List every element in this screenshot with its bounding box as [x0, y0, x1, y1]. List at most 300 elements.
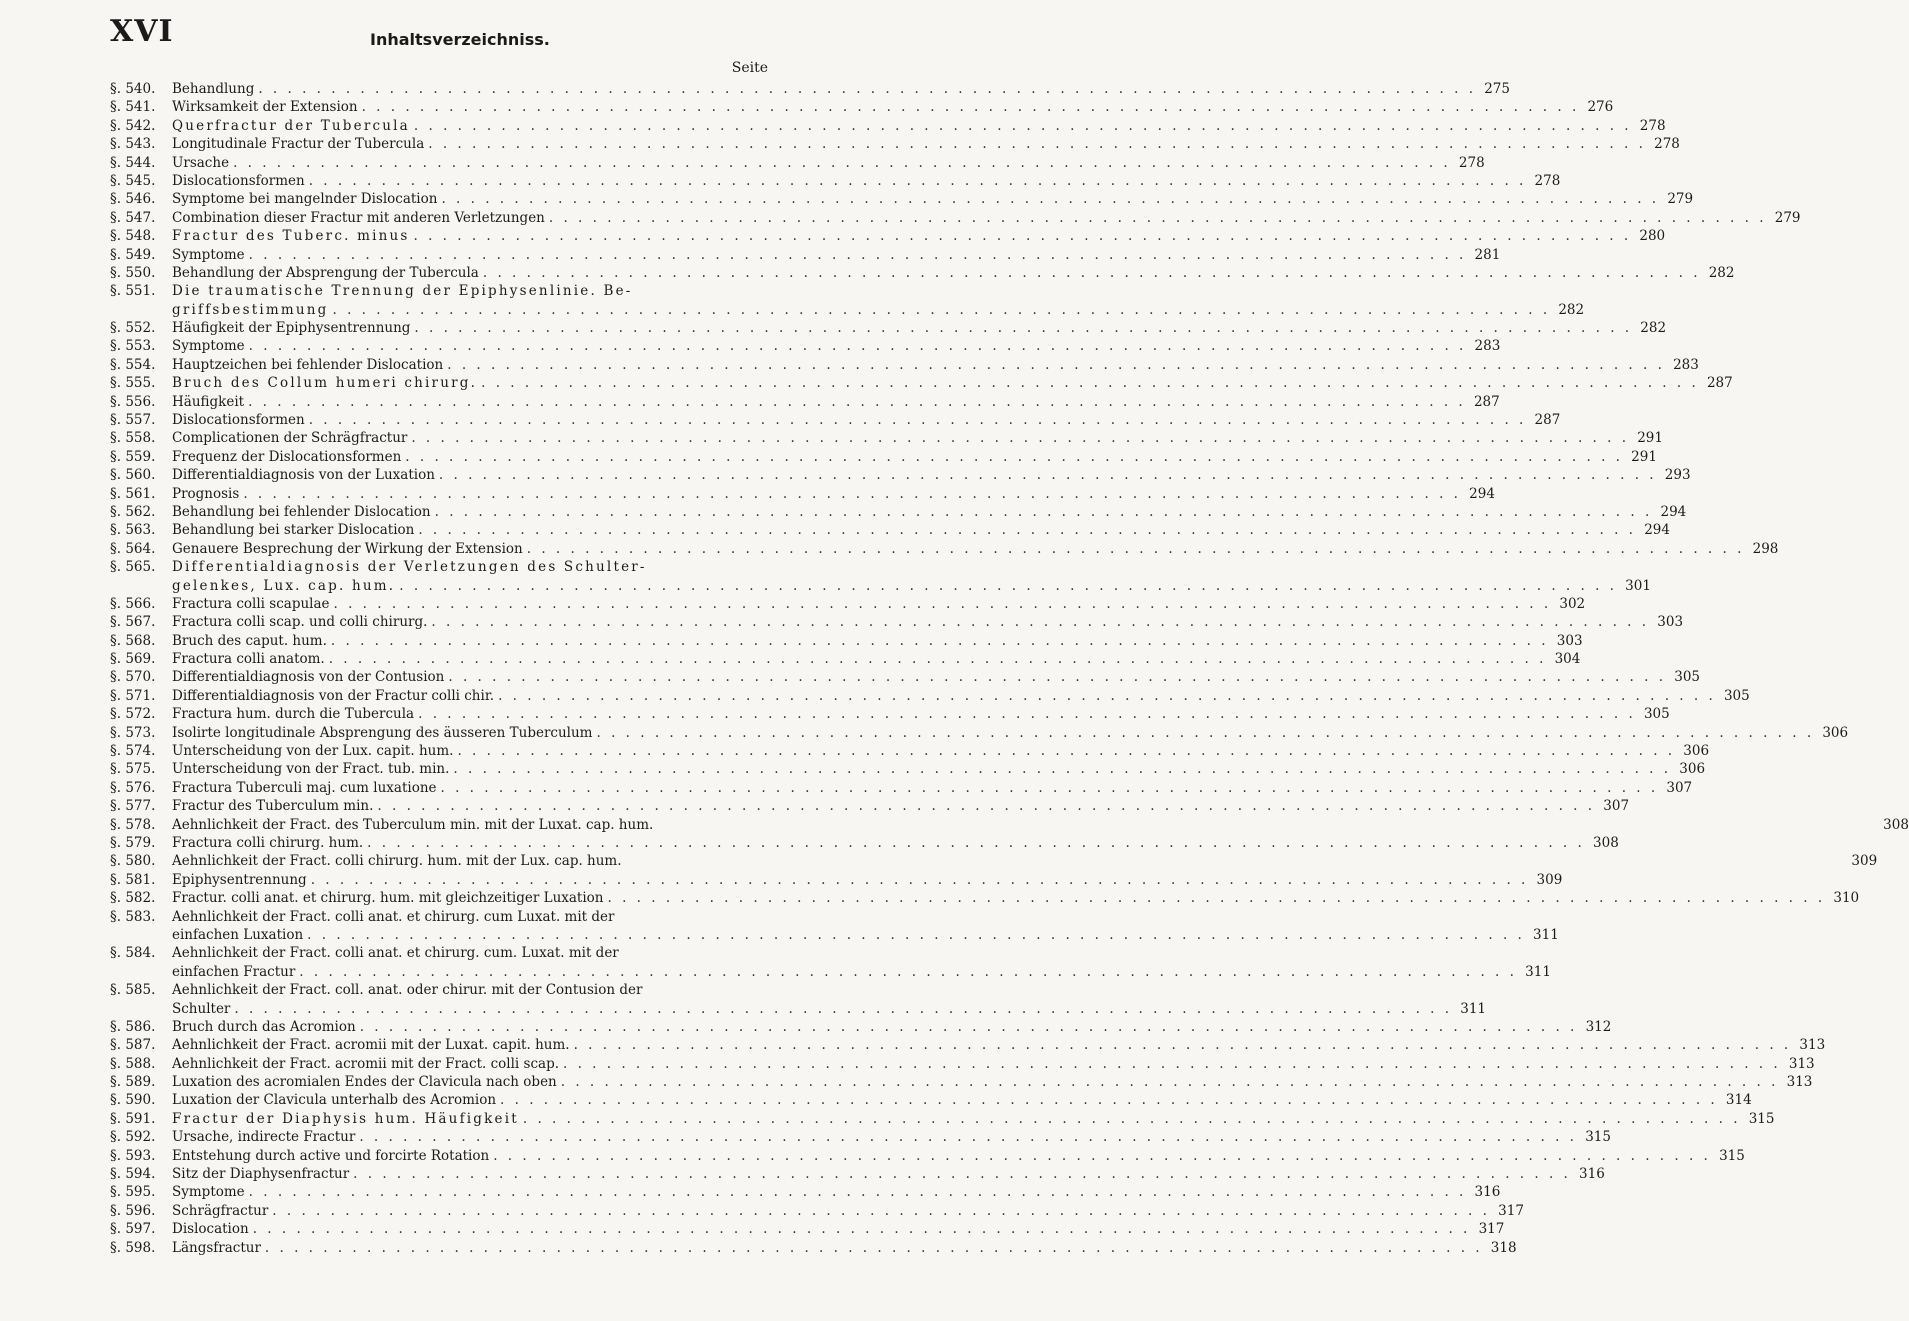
- dot-leader: [447, 356, 1665, 374]
- dot-leader: [574, 1036, 1792, 1054]
- page-number: 294: [1644, 522, 1670, 539]
- section-number: §. 570.: [110, 669, 156, 686]
- section-number: §. 560.: [110, 467, 156, 484]
- page-number: 282: [1558, 301, 1585, 318]
- entry-title-continuation: griffsbestimmung: [172, 301, 329, 318]
- page-number: 279: [1667, 191, 1694, 208]
- toc-entry: [110, 760, 1706, 778]
- dot-leader: [331, 632, 1549, 650]
- page-number: 307: [1666, 779, 1693, 796]
- section-number: §. 543.: [110, 136, 156, 153]
- toc-entry: [110, 908, 1559, 945]
- toc-entry: [110, 209, 1801, 227]
- section-number: §. 575.: [110, 761, 156, 778]
- dot-leader: [334, 595, 1552, 613]
- page-number: 305: [1674, 669, 1701, 686]
- toc-entry: [110, 246, 1501, 264]
- dot-leader: [258, 80, 1476, 98]
- section-number: §. 549.: [110, 246, 156, 263]
- toc-entry: [110, 834, 1619, 852]
- page-number: 301: [1625, 577, 1651, 594]
- dot-leader: [441, 190, 1659, 208]
- toc-entry: [110, 1036, 1826, 1054]
- page-number: 316: [1579, 1166, 1605, 1183]
- entry-title: Aehnlichkeit der Fract. des Tuberculum min. mit der Luxat. cap. hum.: [172, 816, 654, 833]
- entry-title: Frequenz der Dislocationsformen: [172, 448, 402, 465]
- dot-leader: [448, 668, 1666, 686]
- section-number: §. 573.: [110, 724, 156, 741]
- entry-title: Fractura colli scapulae: [172, 595, 330, 612]
- entry-title: Symptome: [172, 1184, 245, 1201]
- dot-leader: [414, 319, 1632, 337]
- section-number: §. 595.: [110, 1184, 156, 1201]
- toc-entry: [110, 393, 1500, 411]
- entry-title: Ursache: [172, 154, 230, 171]
- toc-entry: [110, 797, 1630, 815]
- section-number: §. 545.: [110, 172, 156, 189]
- entry-title: Die traumatische Trennung der Epiphysenlinie. Be-: [172, 283, 633, 300]
- toc-entry: [110, 705, 1670, 723]
- toc-entry: [110, 264, 1735, 282]
- section-number: §. 569.: [110, 651, 156, 668]
- page-number: 311: [1525, 963, 1551, 980]
- toc-entry: [110, 724, 1849, 742]
- section-number: §. 571.: [110, 687, 156, 704]
- toc-entry: [110, 595, 1586, 613]
- toc-entry: [110, 448, 1657, 466]
- section-number: §. 544.: [110, 154, 156, 171]
- entry-title: Isolirte longitudinale Absprengung des äusseren Tuberculum: [172, 724, 593, 741]
- entry-title: Bruch durch das Acromion: [172, 1018, 356, 1035]
- toc-entry: [110, 669, 1701, 687]
- dot-leader: [439, 466, 1657, 484]
- toc-entry: [110, 1073, 1813, 1091]
- toc-entry: [110, 558, 1651, 595]
- dot-leader: [414, 227, 1632, 245]
- toc-entry: [110, 337, 1501, 355]
- page-number: 309: [1536, 871, 1563, 888]
- toc-entry: [110, 80, 1510, 98]
- toc-entry: [110, 154, 1485, 172]
- entry-title: Wirksamkeit der Extension: [172, 99, 358, 116]
- dot-leader: [243, 485, 1461, 503]
- section-number: §. 581.: [110, 871, 156, 888]
- page-number: 278: [1458, 154, 1485, 171]
- entry-title: Aehnlichkeit der Fract. coll. anat. oder chirur. mit der Contusion der: [172, 982, 643, 999]
- entry-title: Aehnlichkeit der Fract. colli anat. et chirurg. cum. Luxat. mit der: [172, 945, 619, 962]
- dot-leader: [353, 1165, 1571, 1183]
- dot-leader: [596, 724, 1814, 742]
- page-number: 308: [1593, 835, 1619, 851]
- page-number: 291: [1637, 430, 1663, 447]
- entry-title: Dislocationsformen: [172, 172, 305, 189]
- page-number: 276: [1587, 99, 1614, 116]
- toc-entry: [110, 981, 1487, 1018]
- toc-entry: [110, 172, 1561, 190]
- toc-entry: [110, 852, 1878, 870]
- page-number: 283: [1673, 356, 1699, 373]
- dot-leader: [435, 503, 1653, 521]
- dot-leader: [249, 337, 1467, 355]
- toc-entry: [110, 190, 1694, 208]
- dot-leader: [234, 1000, 1452, 1018]
- entry-title: Bruch des Collum humeri chirurg.: [172, 375, 478, 392]
- page-header: [110, 14, 740, 54]
- dot-leader: [527, 540, 1745, 558]
- page-title: Inhaltsverzeichniss.: [370, 30, 550, 49]
- dot-leader: [272, 1202, 1490, 1220]
- page-number: 318: [1490, 1239, 1517, 1256]
- section-number: §. 576.: [110, 779, 156, 796]
- page-number: 280: [1639, 228, 1666, 245]
- page-number: 313: [1786, 1074, 1813, 1091]
- page-number: 306: [1683, 743, 1710, 760]
- page-number: 314: [1725, 1092, 1752, 1109]
- toc-entry: [110, 1239, 1517, 1257]
- toc-entry: [110, 282, 1585, 319]
- entry-title: Symptome: [172, 246, 245, 263]
- entry-title: Aehnlichkeit der Fract. acromii mit der Fract. colli scap.: [172, 1055, 560, 1072]
- entry-title: Aehnlichkeit der Fract. colli anat. et chirurg. cum Luxat. mit der: [172, 908, 615, 925]
- page-number: 278: [1654, 136, 1680, 153]
- section-number: §. 574.: [110, 743, 156, 760]
- toc-entry: [110, 1183, 1501, 1201]
- entry-title: Ursache, indirecte Fractur: [172, 1129, 356, 1146]
- section-number: §. 588.: [110, 1055, 156, 1072]
- entry-title-continuation: einfachen Luxation: [172, 926, 304, 943]
- toc-entry: [110, 650, 1581, 668]
- page-column-label: Seite: [731, 60, 768, 76]
- page-number: 302: [1559, 595, 1586, 612]
- page-number: 313: [1799, 1037, 1826, 1054]
- section-number: §. 577.: [110, 798, 156, 815]
- dot-leader: [399, 577, 1617, 595]
- page-number: 287: [1706, 375, 1733, 392]
- dot-leader: [498, 687, 1716, 705]
- entry-title: Aehnlichkeit der Fract. acromii mit der Luxat. capit. hum.: [172, 1037, 570, 1054]
- entry-title: Longitudinale Fractur der Tubercula: [172, 136, 425, 153]
- section-number: §. 550.: [110, 264, 156, 281]
- page-number: 294: [1469, 485, 1495, 502]
- section-number: §. 553.: [110, 338, 156, 355]
- entry-title: Unterscheidung von der Lux. capit. hum.: [172, 743, 454, 760]
- section-number: §. 552.: [110, 320, 156, 337]
- section-number: §. 554.: [110, 356, 156, 373]
- toc-entry: [110, 1165, 1605, 1183]
- toc-entry: [110, 374, 1733, 392]
- toc-entry: [110, 1091, 1752, 1109]
- toc-entry: [110, 871, 1563, 889]
- section-number: §. 593.: [110, 1147, 156, 1164]
- toc-entry: [110, 503, 1687, 521]
- dot-leader: [428, 135, 1646, 153]
- entry-title: Entstehung durch active und forcirte Rotation: [172, 1147, 490, 1164]
- toc-entry: [110, 1202, 1524, 1220]
- entry-title: Combination dieser Fractur mit anderen Verletzungen: [172, 209, 545, 226]
- entry-title: Fractur. colli anat. et chirurg. hum. mit gleichzeitiger Luxation: [172, 890, 604, 907]
- entry-title: Fractur des Tuberc. minus: [172, 228, 410, 245]
- page-number: 305: [1643, 706, 1670, 723]
- page-number: 282: [1640, 320, 1667, 337]
- dot-leader: [563, 1055, 1781, 1073]
- section-number: §. 564.: [110, 540, 156, 557]
- page-number-roman: XVI: [110, 14, 174, 49]
- page-number: 307: [1603, 798, 1630, 815]
- dot-leader: [367, 834, 1585, 852]
- dot-leader: [483, 264, 1701, 282]
- toc-entry: [110, 816, 1909, 834]
- toc-entry: [110, 889, 1860, 907]
- dot-leader: [311, 871, 1529, 889]
- toc-entry: [110, 1055, 1815, 1073]
- section-number: §. 547.: [110, 209, 156, 226]
- dot-leader: [431, 613, 1649, 631]
- entry-title: Sitz der Diaphysenfractur: [172, 1166, 350, 1183]
- toc-entry: [110, 1220, 1505, 1238]
- entry-title: Differentialdiagnosis der Verletzungen des Schulter-: [172, 559, 647, 576]
- page-number: 316: [1474, 1184, 1501, 1201]
- dot-leader: [411, 429, 1629, 447]
- entry-title: Häufigkeit der Epiphysentrennung: [172, 320, 411, 337]
- entry-title: Fractura colli anatom.: [172, 651, 325, 668]
- entry-title: Fractura colli chirurg. hum.: [172, 835, 364, 851]
- entry-title: Luxation des acromialen Endes der Clavicula nach oben: [172, 1074, 557, 1091]
- section-number: §. 583.: [110, 908, 156, 925]
- page-number: 311: [1533, 926, 1559, 943]
- dot-leader: [329, 650, 1547, 668]
- toc-entry: [110, 485, 1495, 503]
- dot-leader: [418, 705, 1636, 723]
- section-number: §. 542.: [110, 117, 156, 134]
- toc-entry: [110, 1147, 1745, 1165]
- section-number: §. 565.: [110, 559, 156, 576]
- toc-entry: [110, 135, 1680, 153]
- section-number: §. 580.: [110, 853, 156, 870]
- toc-entry: [110, 429, 1663, 447]
- section-number: §. 546.: [110, 191, 156, 208]
- page-number: 317: [1498, 1202, 1524, 1219]
- page-number: 308: [1883, 816, 1909, 833]
- section-number: §. 540.: [110, 80, 156, 97]
- toc-entry: [110, 411, 1561, 429]
- entry-title: Behandlung bei fehlender Dislocation: [172, 503, 431, 520]
- section-number: §. 597.: [110, 1221, 156, 1238]
- section-number: §. 548.: [110, 228, 156, 245]
- dot-leader: [332, 301, 1550, 319]
- dot-leader: [608, 889, 1826, 907]
- page-number: 317: [1478, 1221, 1505, 1238]
- section-number: §. 594.: [110, 1166, 156, 1183]
- section-number: §. 568.: [110, 632, 156, 649]
- toc-entry: [110, 779, 1693, 797]
- dot-leader: [561, 1073, 1779, 1091]
- entry-title: Fractur der Diaphysis hum. Häufigkeit: [172, 1110, 519, 1127]
- entry-title: Behandlung bei starker Dislocation: [172, 522, 415, 539]
- dot-leader: [457, 742, 1675, 760]
- toc-entry: [110, 742, 1710, 760]
- section-number: §. 585.: [110, 982, 156, 999]
- entry-title: Fractur des Tuberculum min.: [172, 798, 374, 815]
- entry-title: Fractura Tuberculi maj. cum luxatione: [172, 779, 437, 796]
- entry-title: Längsfractur: [172, 1239, 261, 1256]
- toc-entry: [110, 540, 1779, 558]
- page-number: 306: [1679, 761, 1706, 778]
- page-number: 315: [1585, 1129, 1611, 1146]
- section-number: §. 559.: [110, 448, 156, 465]
- toc-entry: [110, 117, 1666, 135]
- entry-title: Symptome bei mangelnder Dislocation: [172, 191, 438, 208]
- dot-leader: [362, 98, 1580, 116]
- page-number: 310: [1833, 890, 1860, 907]
- page-number: 306: [1822, 724, 1849, 741]
- dot-leader: [360, 1018, 1578, 1036]
- section-number: §. 567.: [110, 614, 156, 631]
- toc-entry: [110, 632, 1583, 650]
- page-number: 279: [1774, 209, 1801, 226]
- dot-leader: [253, 1220, 1471, 1238]
- toc-entry: [110, 1018, 1612, 1036]
- page-number: 275: [1484, 80, 1510, 97]
- toc-entry: [110, 227, 1666, 245]
- dot-leader: [307, 926, 1525, 944]
- page-number: 293: [1664, 467, 1691, 484]
- entry-title: Prognosis: [172, 485, 240, 502]
- section-number: §. 598.: [110, 1239, 156, 1256]
- toc-entry: [110, 944, 1551, 981]
- page-number: 303: [1556, 632, 1583, 649]
- entry-title: Querfractur der Tubercula: [172, 117, 410, 134]
- entry-title: Bruch des caput. hum.: [172, 632, 327, 649]
- page-number: 305: [1723, 687, 1750, 704]
- dot-leader: [249, 246, 1467, 264]
- section-number: §. 563.: [110, 522, 156, 539]
- dot-leader: [309, 411, 1527, 429]
- section-number: §. 591.: [110, 1110, 156, 1127]
- page-number: 291: [1631, 448, 1657, 465]
- toc-entry: [110, 319, 1667, 337]
- section-number: §. 584.: [110, 945, 156, 962]
- entry-title: Fractura hum. durch die Tubercula: [172, 706, 415, 723]
- page-number: 303: [1657, 614, 1684, 631]
- section-number: §. 551.: [110, 283, 156, 300]
- dot-leader: [500, 1091, 1718, 1109]
- page-number: 312: [1585, 1018, 1612, 1035]
- entry-title: Schrägfractur: [172, 1202, 269, 1219]
- entry-title: Differentialdiagnosis von der Luxation: [172, 467, 435, 484]
- dot-leader: [309, 172, 1527, 190]
- entry-title: Genauere Besprechung der Wirkung der Extension: [172, 540, 523, 557]
- dot-leader: [481, 374, 1699, 392]
- entry-title: Epiphysentrennung: [172, 871, 307, 888]
- dot-leader: [249, 1183, 1467, 1201]
- section-number: §. 592.: [110, 1129, 156, 1146]
- section-number: §. 579.: [110, 835, 156, 851]
- toc-entry: [110, 1110, 1775, 1128]
- entry-title-continuation: einfachen Fractur: [172, 963, 296, 980]
- toc-entry: [110, 98, 1614, 116]
- entry-title: Differentialdiagnosis von der Contusion: [172, 669, 445, 686]
- section-number: §. 587.: [110, 1037, 156, 1054]
- table-of-contents: [110, 80, 1909, 1257]
- section-number: §. 586.: [110, 1018, 156, 1035]
- page-number: 278: [1639, 117, 1666, 134]
- page-number: 294: [1660, 503, 1687, 520]
- entry-title: Dislocationsformen: [172, 412, 305, 429]
- section-number: §. 589.: [110, 1074, 156, 1091]
- dot-leader: [265, 1239, 1483, 1257]
- dot-leader: [493, 1147, 1711, 1165]
- toc-entry: [110, 687, 1750, 705]
- dot-leader: [359, 1128, 1577, 1146]
- entry-title: Aehnlichkeit der Fract. colli chirurg. hum. mit der Lux. cap. hum.: [172, 853, 622, 870]
- page-number: 315: [1748, 1110, 1775, 1127]
- page-number: 287: [1534, 412, 1561, 429]
- page-number: 287: [1473, 393, 1500, 410]
- entry-title: Complicationen der Schrägfractur: [172, 430, 408, 447]
- dot-leader: [233, 154, 1451, 172]
- dot-leader: [377, 797, 1595, 815]
- section-number: §. 590.: [110, 1092, 156, 1109]
- page-number: 281: [1474, 246, 1501, 263]
- dot-leader: [549, 209, 1767, 227]
- entry-title: Unterscheidung von der Fract. tub. min.: [172, 761, 450, 778]
- entry-title-continuation: Schulter: [172, 1000, 231, 1017]
- entry-title: Dislocation: [172, 1221, 249, 1238]
- toc-entry: [110, 356, 1699, 374]
- page-number: 282: [1708, 264, 1735, 281]
- dot-leader: [414, 117, 1632, 135]
- dot-leader: [418, 521, 1636, 539]
- page-number: 278: [1534, 172, 1561, 189]
- entry-title: Behandlung der Absprengung der Tubercula: [172, 264, 479, 281]
- entry-title: Differentialdiagnosis von der Fractur colli chir.: [172, 687, 495, 704]
- page-number: 313: [1788, 1055, 1815, 1072]
- entry-title-continuation: gelenkes, Lux. cap. hum.: [172, 577, 396, 594]
- section-number: §. 596.: [110, 1202, 156, 1219]
- section-number: §. 578.: [110, 816, 156, 833]
- section-number: §. 572.: [110, 706, 156, 723]
- section-number: §. 561.: [110, 485, 156, 502]
- page-number: 309: [1851, 853, 1878, 870]
- entry-title: Häufigkeit: [172, 393, 245, 410]
- toc-entry: [110, 466, 1691, 484]
- section-number: §. 556.: [110, 393, 156, 410]
- toc-entry: [110, 521, 1670, 539]
- dot-leader: [453, 760, 1671, 778]
- section-number: §. 557.: [110, 412, 156, 429]
- dot-leader: [248, 393, 1466, 411]
- page-number: 311: [1460, 1000, 1487, 1017]
- page-number: 304: [1554, 651, 1581, 668]
- section-number: §. 555.: [110, 375, 156, 392]
- section-number: §. 582.: [110, 890, 156, 907]
- dot-leader: [441, 779, 1659, 797]
- dot-leader: [523, 1110, 1741, 1128]
- section-number: §. 562.: [110, 503, 156, 520]
- entry-title: Hauptzeichen bei fehlender Dislocation: [172, 356, 444, 373]
- dot-leader: [299, 963, 1517, 981]
- page-number: 298: [1752, 540, 1779, 557]
- entry-title: Behandlung: [172, 80, 255, 97]
- page-number: 315: [1719, 1147, 1745, 1164]
- section-number: §. 566.: [110, 595, 156, 612]
- entry-title: Fractura colli scap. und colli chirurg.: [172, 614, 428, 631]
- page-number: 283: [1474, 338, 1501, 355]
- section-number: §. 558.: [110, 430, 156, 447]
- entry-title: Luxation der Clavicula unterhalb des Acromion: [172, 1092, 497, 1109]
- toc-entry: [110, 1128, 1611, 1146]
- entry-title: Symptome: [172, 338, 245, 355]
